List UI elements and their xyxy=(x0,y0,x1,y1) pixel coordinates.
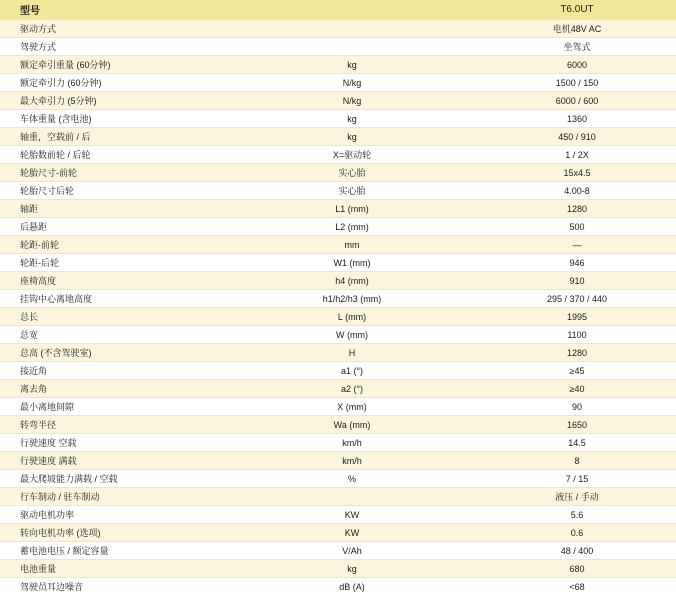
row-value-cell: 0.6 xyxy=(458,524,676,542)
row-unit-cell: H xyxy=(246,344,458,362)
row-name-cell: 电池重量 xyxy=(0,560,246,578)
table-row xyxy=(0,380,676,398)
row-name-cell: 总高 (不含驾驶室) xyxy=(0,344,246,362)
row-value-cell: 1 / 2X xyxy=(458,146,676,164)
row-name-cell: 车体重量 (含电池) xyxy=(0,110,246,128)
row-value-cell: 1500 / 150 xyxy=(458,74,676,92)
row-unit-cell: kg xyxy=(246,110,458,128)
row-name-cell: 后悬距 xyxy=(0,218,246,236)
row-unit-cell: N/kg xyxy=(246,92,458,110)
row-value-cell: 14.5 xyxy=(458,434,676,452)
row-value-cell: 1100 xyxy=(458,326,676,344)
table-row xyxy=(0,38,676,56)
row-unit-cell: a1 (°) xyxy=(246,362,458,380)
table-row xyxy=(0,362,676,380)
row-name-cell: 最大爬坡能力满载 / 空载 xyxy=(0,470,246,488)
table-row xyxy=(0,182,676,200)
table-row xyxy=(0,488,676,506)
row-name-cell: 轴距 xyxy=(0,200,246,218)
row-name-cell: 驱动电机功率 xyxy=(0,506,246,524)
header-model-value: T6.0UT xyxy=(458,0,676,20)
row-unit-cell: KW xyxy=(246,506,458,524)
row-value-cell: 946 xyxy=(458,254,676,272)
row-value-cell: 7 / 15 xyxy=(458,470,676,488)
row-value-cell: 1280 xyxy=(458,200,676,218)
row-name-cell: 轮距-后轮 xyxy=(0,254,246,272)
row-unit-cell: L (mm) xyxy=(246,308,458,326)
row-value-cell: 680 xyxy=(458,560,676,578)
row-value-cell: 8 xyxy=(458,452,676,470)
row-name-cell: 总长 xyxy=(0,308,246,326)
table-row xyxy=(0,578,676,595)
row-value-cell: 1995 xyxy=(458,308,676,326)
row-name-cell: 最大牵引力 (5分钟) xyxy=(0,92,246,110)
row-value-cell: 48 / 400 xyxy=(458,542,676,560)
row-value-cell: 1280 xyxy=(458,344,676,362)
table-row xyxy=(0,524,676,542)
row-name-cell: 总宽 xyxy=(0,326,246,344)
row-name-cell: 轴重，空载前 / 后 xyxy=(0,128,246,146)
table-row xyxy=(0,74,676,92)
table-header-row xyxy=(0,0,676,20)
row-name-cell: 离去角 xyxy=(0,380,246,398)
row-name-cell: 额定牵引重量 (60分钟) xyxy=(0,56,246,74)
row-unit-cell: 实心胎 xyxy=(246,182,458,200)
row-value-cell: 液压 / 手动 xyxy=(458,488,676,506)
row-value-cell: <68 xyxy=(458,578,676,595)
row-name-cell: 接近角 xyxy=(0,362,246,380)
row-unit-cell: kg xyxy=(246,56,458,74)
row-unit-cell: a2 (°) xyxy=(246,380,458,398)
row-value-cell: 15x4.5 xyxy=(458,164,676,182)
table-row xyxy=(0,20,676,38)
row-name-cell: 额定牵引力 (60分钟) xyxy=(0,74,246,92)
row-unit-cell: dB (A) xyxy=(246,578,458,595)
table-row xyxy=(0,308,676,326)
row-unit-cell xyxy=(246,20,458,38)
header-unit-cell xyxy=(246,0,458,20)
row-name-cell: 行驶速度 空载 xyxy=(0,434,246,452)
row-value-cell: 910 xyxy=(458,272,676,290)
row-unit-cell xyxy=(246,38,458,56)
row-name-cell: 行驶速度 满载 xyxy=(0,452,246,470)
table-row xyxy=(0,326,676,344)
row-unit-cell: V/Ah xyxy=(246,542,458,560)
row-value-cell: ≥40 xyxy=(458,380,676,398)
table-row xyxy=(0,146,676,164)
row-unit-cell: Wa (mm) xyxy=(246,416,458,434)
row-unit-cell xyxy=(246,488,458,506)
header-model-label: 型号 xyxy=(0,0,246,20)
table-row xyxy=(0,164,676,182)
row-unit-cell: km/h xyxy=(246,452,458,470)
row-value-cell: 6000 xyxy=(458,56,676,74)
row-value-cell: 1650 xyxy=(458,416,676,434)
row-value-cell: 6000 / 600 xyxy=(458,92,676,110)
row-name-cell: 转向电机功率 (选项) xyxy=(0,524,246,542)
table-row xyxy=(0,542,676,560)
table-row xyxy=(0,200,676,218)
row-value-cell: 1360 xyxy=(458,110,676,128)
row-name-cell: 轮距-前轮 xyxy=(0,236,246,254)
table-row xyxy=(0,236,676,254)
row-unit-cell: X=驱动轮 xyxy=(246,146,458,164)
row-unit-cell: W (mm) xyxy=(246,326,458,344)
table-row xyxy=(0,560,676,578)
table-row xyxy=(0,398,676,416)
row-value-cell: 电机48V AC xyxy=(458,20,676,38)
row-value-cell: 90 xyxy=(458,398,676,416)
table-row xyxy=(0,470,676,488)
row-value-cell: 450 / 910 xyxy=(458,128,676,146)
row-unit-cell: W1 (mm) xyxy=(246,254,458,272)
row-unit-cell: % xyxy=(246,470,458,488)
row-name-cell: 驾驶员耳边噪音 xyxy=(0,578,246,595)
row-name-cell: 转弯半径 xyxy=(0,416,246,434)
row-name-cell: 驾驶方式 xyxy=(0,38,246,56)
row-name-cell: 挂钩中心离地高度 xyxy=(0,290,246,308)
table-row xyxy=(0,110,676,128)
row-name-cell: 轮胎数前轮 / 后轮 xyxy=(0,146,246,164)
table-row xyxy=(0,506,676,524)
table-row xyxy=(0,272,676,290)
table-row xyxy=(0,452,676,470)
row-value-cell: 坐驾式 xyxy=(458,38,676,56)
row-name-cell: 最小离地间隙 xyxy=(0,398,246,416)
table-row xyxy=(0,416,676,434)
table-row xyxy=(0,290,676,308)
row-unit-cell: L1 (mm) xyxy=(246,200,458,218)
table-row xyxy=(0,128,676,146)
row-unit-cell: L2 (mm) xyxy=(246,218,458,236)
table-row xyxy=(0,344,676,362)
table-row xyxy=(0,254,676,272)
row-value-cell: 4.00-8 xyxy=(458,182,676,200)
table-row xyxy=(0,434,676,452)
row-name-cell: 轮胎尺寸-前轮 xyxy=(0,164,246,182)
table-row xyxy=(0,92,676,110)
table-row xyxy=(0,218,676,236)
row-name-cell: 驱动方式 xyxy=(0,20,246,38)
row-value-cell: — xyxy=(458,236,676,254)
row-value-cell: 5.6 xyxy=(458,506,676,524)
row-unit-cell: kg xyxy=(246,128,458,146)
row-name-cell: 轮胎尺寸后轮 xyxy=(0,182,246,200)
row-name-cell: 行车制动 / 驻车制动 xyxy=(0,488,246,506)
row-unit-cell: h1/h2/h3 (mm) xyxy=(246,290,458,308)
row-unit-cell: X (mm) xyxy=(246,398,458,416)
row-value-cell: 500 xyxy=(458,218,676,236)
row-unit-cell: km/h xyxy=(246,434,458,452)
row-unit-cell: 实心胎 xyxy=(246,164,458,182)
row-name-cell: 座椅高度 xyxy=(0,272,246,290)
row-value-cell: 295 / 370 / 440 xyxy=(458,290,676,308)
row-unit-cell: mm xyxy=(246,236,458,254)
row-unit-cell: N/kg xyxy=(246,74,458,92)
row-unit-cell: kg xyxy=(246,560,458,578)
table-row xyxy=(0,56,676,74)
row-unit-cell: h4 (mm) xyxy=(246,272,458,290)
row-unit-cell: KW xyxy=(246,524,458,542)
row-name-cell: 蓄电池电压 / 额定容量 xyxy=(0,542,246,560)
row-value-cell: ≥45 xyxy=(458,362,676,380)
